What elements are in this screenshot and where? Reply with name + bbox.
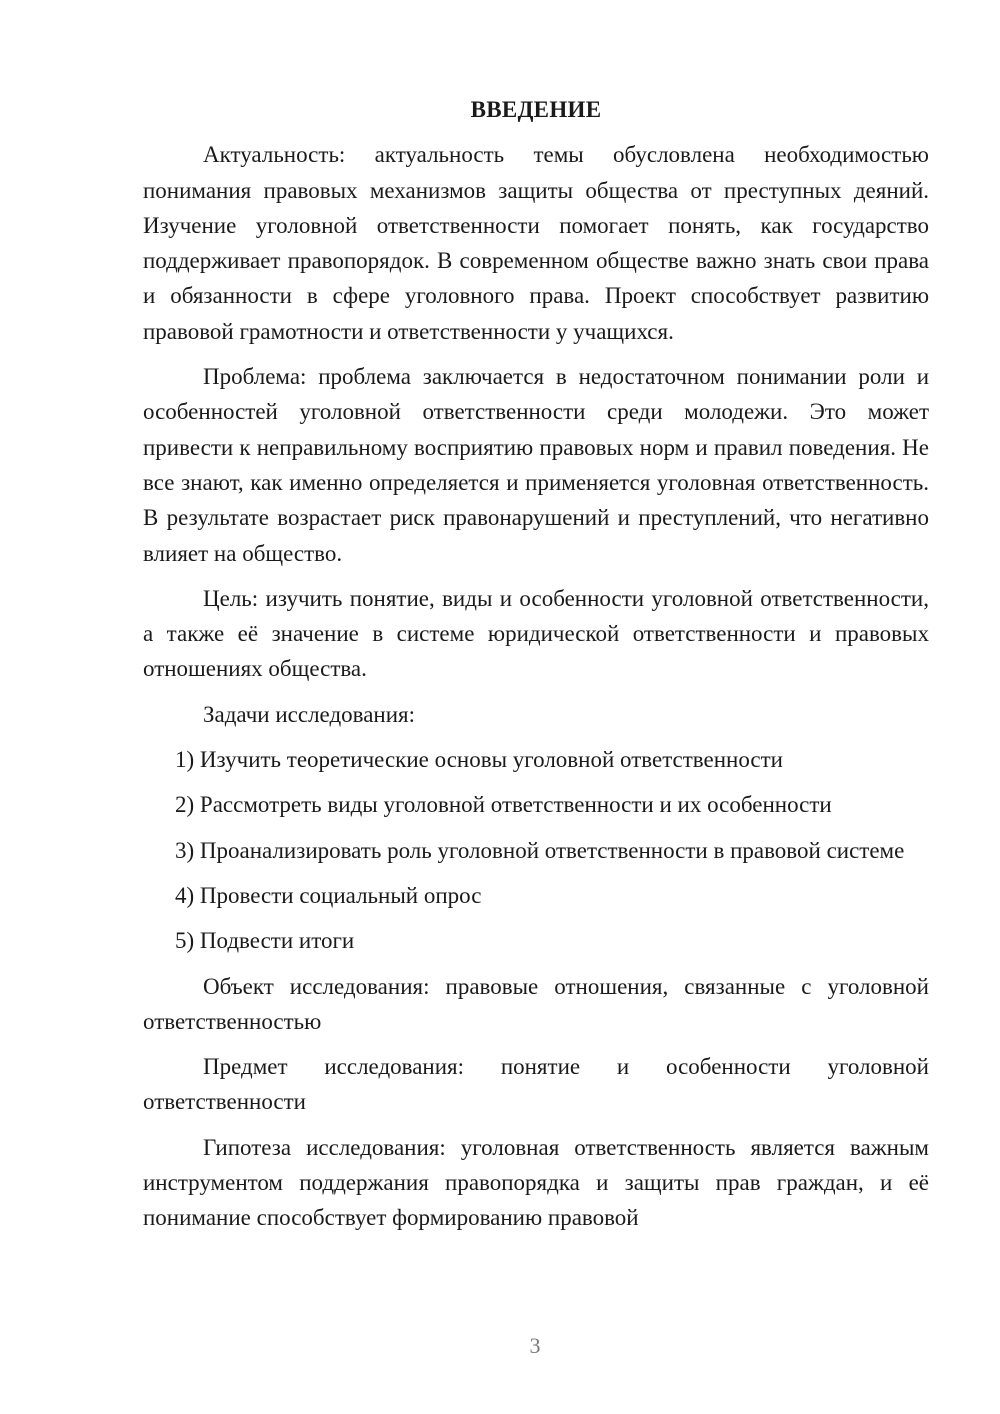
- page-content: [143, 92, 929, 1246]
- task-item-4: 4) Провести социальный опрос: [175, 882, 482, 908]
- goal-paragraph: Цель: изучить понятие, виды и особенности уголовной ответственности, а также её значение в системе юридической ответственности и правовых отношениях общества.: [143, 585, 929, 682]
- task-item-5: 5) Подвести итоги: [175, 928, 355, 954]
- subject-paragraph: Предмет исследования: понятие и особенности уголовной ответственности: [143, 1054, 929, 1115]
- page-title: ВВЕДЕНИЕ: [470, 97, 602, 122]
- task-item-1: 1) Изучить теоретические основы уголовной ответственности: [175, 747, 783, 773]
- relevance-paragraph: Актуальность: актуальность темы обусловлена необходимостью понимания правовых механизмов защиты общества от преступных деяний. Изучение уголовной ответственности помогает понять, как государство поддерживает правопорядок. В современном обществе важно знать свои права и обязанности в сфере уголовного права. Проект способствует развитию правовой грамотности и ответственности у учащихся.: [143, 142, 929, 344]
- page-number: 3: [529, 1333, 541, 1358]
- task-item-3: 3) Проанализировать роль уголовной ответственности в правовой системе: [175, 837, 905, 863]
- task-item-2: 2) Рассмотреть виды уголовной ответственности и их особенности: [175, 792, 832, 818]
- object-paragraph: Объект исследования: правовые отношения, связанные с уголовной ответственностью: [143, 973, 929, 1034]
- problem-paragraph: Проблема: проблема заключается в недостаточном понимании роли и особенностей уголовной ответственности среди молодежи. Это может привести к неправильному восприятию правовых норм и правил поведения. Не все знают, как именно определяется и применяется уголовная ответственность. В результате возрастает риск правонарушений и преступлений, что негативно влияет на общество.: [143, 364, 929, 566]
- tasks-heading: Задачи исследования:: [203, 701, 416, 727]
- hypothesis-paragraph: Гипотеза исследования: уголовная ответственность является важным инструментом поддержания правопорядка и защиты прав граждан, и её понимание способствует формированию правовой: [143, 1134, 929, 1231]
